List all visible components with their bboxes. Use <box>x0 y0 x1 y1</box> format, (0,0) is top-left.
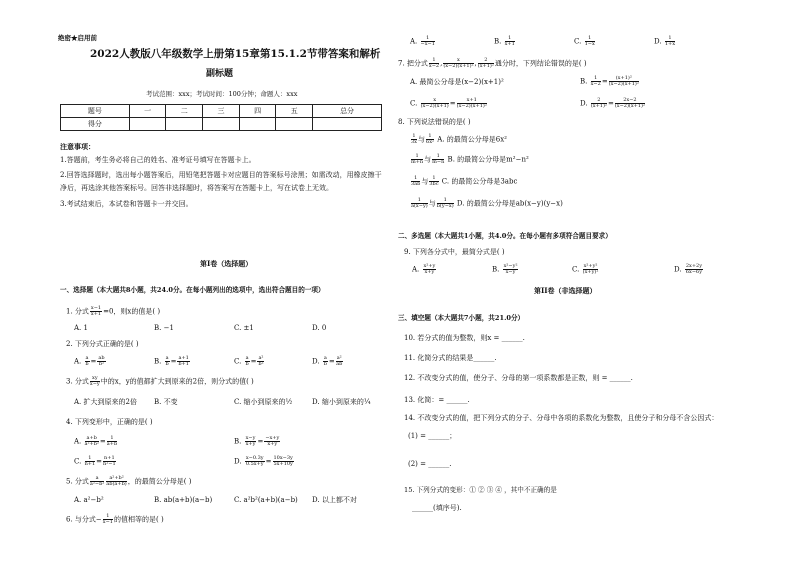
option[interactable]: A. a²−b² <box>74 496 104 504</box>
option[interactable]: C. ±1 <box>234 324 254 332</box>
fraction: $\frac{1}{\text{6x²}}$ <box>426 133 435 145</box>
fraction: $\frac{x+1}{\text{(x−2)(x+1)²}}$ <box>456 97 487 109</box>
question-3 <box>66 376 254 387</box>
fraction: $\frac{1}{1+x}$ <box>664 35 676 47</box>
option-letter: D. <box>312 357 320 366</box>
option-letter: D. <box>234 457 242 466</box>
fraction: $\frac{\text{x²+y}}{x+y}$ <box>423 263 436 275</box>
option[interactable]: $\frac{1}{a(x-y)}$ 与 $\frac{1}{b(y-x)}$ D. 的最简公分母是ab(x−y)(y−x) <box>411 197 563 209</box>
fraction: $\frac{1}{3ab}$ <box>411 175 421 187</box>
option[interactable]: A. 1 <box>74 324 88 332</box>
option[interactable]: D. $\frac{a}{b}$ = $\frac{\text{a²}}{ab}$ <box>312 355 343 367</box>
question-14-part-1 <box>408 432 456 441</box>
fraction: $\frac{1}{3bc}$ <box>429 175 439 187</box>
score-cell: 三 <box>203 105 240 118</box>
question-text: (1) = ______； <box>408 432 457 440</box>
fraction: $\frac{\text{a²}}{ab}$ <box>336 355 343 367</box>
score-input-cell[interactable] <box>129 118 166 131</box>
question-14-part-2 <box>408 460 451 469</box>
fraction: $\frac{1}{b(y-x)}$ <box>436 197 454 209</box>
score-input-cell[interactable] <box>239 118 276 131</box>
section-one-heading: 一、选择题（本大题共8小题，共24.0分。在每小题列出的选项中，选出符合题目的一项） <box>60 286 325 294</box>
fraction: $\frac{\text{x²+y²}}{\text{(x+y)²}}$ <box>582 263 599 275</box>
question-text: 11. 化简分式的结果是______. <box>404 354 497 362</box>
question-5 <box>66 476 191 487</box>
fraction: $\frac{2x-2}{\text{(x−2)(x+1)²}}$ <box>614 97 646 109</box>
option-letter: C. <box>74 457 82 466</box>
question-tail: ，的最简公分母是( ) <box>127 477 192 486</box>
option-text: B. 的最简公分母是m²−n² <box>447 155 529 164</box>
fraction: $\frac{\text{a²+b²}}{ab(a+b)}$ <box>106 475 127 487</box>
fraction: $\frac{1}{n+1}$ <box>84 455 96 467</box>
score-cell: 得分 <box>61 118 130 131</box>
option[interactable]: $\frac{1}{3ab}$ 与 $\frac{1}{3bc}$ C. 的最简公分母是3abc <box>411 175 518 187</box>
question-text: (2) = ______. <box>408 460 452 468</box>
fraction: $\frac{x-y}{x+y}$ <box>245 435 256 447</box>
question-text: 10. 若分式的值为整数，则x = ______. <box>404 334 525 342</box>
question-6 <box>66 514 164 525</box>
option[interactable]: D. $\frac{x-0.3y}{0.5x+y}$ = $\frac{10x-3y}{5x+10y}$ <box>234 455 293 467</box>
section-two-heading: 二、多选题（本大题共1小题，共4.0分。在每小题有多项符合题目要求） <box>398 232 612 240</box>
denominator: x−y <box>89 381 100 387</box>
option[interactable] <box>410 36 436 47</box>
score-row-values <box>61 118 382 131</box>
fraction: $\frac{\text{(x+1)²}}{\text{(x−2)(x+1)²}}$ <box>608 75 639 87</box>
option-letter: B. <box>234 437 242 446</box>
fraction: $\frac{1}{x-2}$ <box>590 75 601 87</box>
fraction: $\frac{10x-3y}{5x+10y}$ <box>273 455 293 467</box>
fraction: $\frac{-x+y}{x+y}$ <box>265 435 280 447</box>
fraction: $\frac{a}{b}$ <box>323 355 327 367</box>
fraction: $\frac{1}{3x}$ <box>411 133 418 145</box>
option[interactable]: $\frac{1}{m+n}$ 与 $\frac{1}{m-n}$ B. 的最简公分母是m²−n² <box>411 153 529 165</box>
score-input-cell[interactable] <box>313 118 382 131</box>
option[interactable]: $\frac{1}{3x}$ 与 $\frac{1}{\text{6x²}}$ A. 的最简公分母是6x² <box>411 133 507 145</box>
note-item: 3.考试结束后，本试卷和答题卡一并交回。 <box>60 200 193 208</box>
question-tail: 中的x，y的值都扩大到原来的2倍，则分式的值( ) <box>100 377 254 386</box>
score-cell: 二 <box>166 105 203 118</box>
denominator: x−1 <box>102 519 113 525</box>
fraction: $\frac{\text{x²−y²}}{x-y}$ <box>503 263 518 275</box>
question-stem: 7. 把分式 <box>398 59 428 68</box>
option-letter: C. <box>410 99 418 108</box>
option[interactable]: B. ab(a+b)(a−b) <box>154 496 213 504</box>
question-11 <box>404 354 497 363</box>
question-9: 9. 下列各分式中，最简分式是( ) <box>404 248 505 256</box>
fraction <box>103 514 113 525</box>
numerator: x−1 <box>90 305 102 311</box>
numerator: a <box>90 476 104 482</box>
score-input-cell[interactable] <box>166 118 203 131</box>
option[interactable]: C. $\frac{x}{(x-2)(x+1)}$ = $\frac{x+1}{\text{(x−2)(x+1)²}}$ <box>410 97 487 109</box>
option[interactable]: B. $\frac{1}{x-2}$ = $\frac{\text{(x+1)²}}{\text{(x−2)(x+1)²}}$ <box>580 75 639 87</box>
fraction: $\frac{2}{\text{(x+1)²}}$ <box>477 57 494 69</box>
option-letter: B. <box>580 77 588 86</box>
numerator: 1 <box>103 514 113 520</box>
option[interactable] <box>494 36 516 47</box>
fraction: $\frac{a+1}{b+1}$ <box>178 355 189 367</box>
option[interactable]: A. 扩大到原来的2倍 <box>74 398 137 406</box>
fraction: $\frac{2x+2y}{6x-6y}$ <box>685 263 703 275</box>
option[interactable]: A. 最简公分母是(x−2)(x+1)² <box>410 78 504 86</box>
question-7: 7. 把分式 $\frac{1}{x-2}$ , $\frac{x}{\text{(x−2)(x+1)²}}$ , $\frac{2}{\text{(x+1)²}}$ 通分时，下列结论错误的是( ) <box>398 57 587 69</box>
question-stem: 1. 分式 <box>66 307 89 316</box>
question-14 <box>404 414 718 423</box>
option-letter: C. <box>572 265 580 274</box>
option-text: A. 的最简公分母是6x² <box>437 135 507 144</box>
fraction: $\frac{1}{x+1}$ <box>504 35 515 47</box>
question-8: 8. 下列说法错误的是( ) <box>398 118 471 126</box>
score-cell: 四 <box>239 105 276 118</box>
fraction: $\frac{a}{b}$ <box>245 355 249 367</box>
fraction: $\frac{1}{a(x-y)}$ <box>411 197 428 209</box>
numerator: xy <box>90 376 100 382</box>
question-text: 12. 不改变分式的值，使分子、分母的第一项系数都是正数，则 = ______. <box>404 374 633 382</box>
secret-label: 绝密★启用前 <box>58 34 97 42</box>
option[interactable]: D. $\frac{2}{\text{(x+1)²}}$ = $\frac{2x-2}{\text{(x−2)(x+1)²}}$ <box>580 97 646 109</box>
option-letter: D. <box>654 37 662 46</box>
fraction: $\frac{x}{(x-2)(x+1)}$ <box>420 97 449 109</box>
score-cell: 一 <box>129 105 166 118</box>
note-item: 2.回答选择题时，选出每小题答案后，用铅笔把答题卡对应题目的答案标号涂黑；如需改动，用橡皮擦干 <box>60 171 382 179</box>
question-10 <box>404 334 525 343</box>
option-letter: A. <box>412 265 420 274</box>
left-column <box>60 0 382 562</box>
option[interactable]: B. −1 <box>154 324 174 332</box>
score-table <box>60 104 382 131</box>
option[interactable]: D. 缩小到原来的¼ <box>312 398 371 406</box>
question-tail: 的值相等的是( ) <box>113 515 164 524</box>
fraction: $\frac{1}{-x-1}$ <box>420 35 435 47</box>
option[interactable] <box>492 264 519 275</box>
fraction: $\frac{ab}{\text{b²}}$ <box>98 355 105 367</box>
exam-subtitle: 副标题 <box>206 69 234 79</box>
option[interactable] <box>574 36 596 47</box>
option[interactable]: A. $\frac{a}{b}$ = $\frac{ab}{\text{b²}}$ <box>74 355 105 367</box>
option-letter: C. <box>234 357 242 366</box>
option[interactable] <box>412 264 437 275</box>
option-letter: A. <box>74 437 82 446</box>
score-cell: 题号 <box>61 105 130 118</box>
option[interactable]: B. $\frac{a}{b}$ = $\frac{a+1}{b+1}$ <box>154 355 189 367</box>
option[interactable] <box>674 264 704 275</box>
option[interactable]: B. $\frac{x-y}{x+y}$ = $\frac{-x+y}{x+y}$ <box>234 435 280 447</box>
option[interactable]: C. a²b²(a+b)(a−b) <box>234 496 298 504</box>
fraction: $\frac{1}{1-x}$ <box>584 35 595 47</box>
note-item: 1.答题前，考生务必将自己的姓名、准考证号填写在答题卡上。 <box>60 156 256 164</box>
question-text: 14. 不改变分式的值，把下列分式的分子、分母中各项的系数化为整数，且使分子和分母不含公因式： <box>404 414 719 422</box>
option[interactable]: A. $\frac{a+b}{\text{a²+b²}}$ = $\frac{1}{a+b}$ <box>74 435 118 447</box>
exam-info: 考试范围：xxx；考试时间：100分钟；命题人：xxx <box>146 90 298 98</box>
option[interactable]: C. $\frac{a}{b}$ = $\frac{\text{a²}}{\text{b²}}$ <box>234 355 264 367</box>
volume-one-heading: 第I卷（选择题） <box>200 259 253 268</box>
exam-title: 2022人教版八年级数学上册第15章第15.1.2节带答案和解析 <box>90 48 381 60</box>
score-cell: 五 <box>276 105 313 118</box>
question-text: 15. 下列分式的变形：① ② ③ ④ ，其中不正确的是 <box>404 486 557 494</box>
right-column <box>398 0 738 562</box>
note-item: 净后，再选涂其他答案标号。回答非选择题时，将答案写在答题卡上，写在试卷上无效。 <box>60 184 333 192</box>
option-letter: A. <box>410 37 418 46</box>
denominator: x+1 <box>90 311 102 317</box>
question-tail: =0，则x的值是( ) <box>103 307 161 316</box>
option[interactable]: D. 以上都不对 <box>312 496 357 504</box>
question-text: ______(填序号). <box>412 504 462 512</box>
option[interactable] <box>654 36 676 47</box>
fraction <box>90 376 100 387</box>
section-three-heading: 三、填空题（本大题共7小题，共21.0分） <box>398 314 525 322</box>
question-tail: 通分时，下列结论错误的是( ) <box>494 59 587 68</box>
option[interactable]: D. 0 <box>312 324 327 332</box>
question-stem: 5. 分式 <box>66 477 89 486</box>
question-stem: 3. 分式 <box>66 377 89 386</box>
option[interactable]: C. 缩小到原来的½ <box>234 398 293 406</box>
fraction: $\frac{2}{\text{(x+1)²}}$ <box>590 97 607 109</box>
option-text: C. 的最简公分母是3abc <box>441 177 518 186</box>
score-cell: 总分 <box>313 105 382 118</box>
score-row-header <box>61 105 382 118</box>
fraction: $\frac{\text{a²}}{\text{b²}}$ <box>258 355 264 367</box>
option[interactable]: C. $\frac{1}{n+1}$ = $\frac{n+1}{\text{n²−1}}$ <box>74 455 116 467</box>
option[interactable]: B. 不变 <box>154 398 178 406</box>
fraction: $\frac{1}{x-2}$ <box>428 57 440 69</box>
option-letter: C. <box>574 37 582 46</box>
option-letter: D. <box>580 99 588 108</box>
question-1 <box>66 306 160 317</box>
question-text: 13. 化简：= ______. <box>404 396 470 404</box>
fraction: $\frac{1}{m-n}$ <box>432 153 445 165</box>
fraction: $\frac{a+b}{\text{a²+b²}}$ <box>84 435 99 447</box>
fraction <box>90 306 102 317</box>
question-15-answer <box>412 504 462 513</box>
option-letter: D. <box>674 265 682 274</box>
question-12 <box>404 374 633 383</box>
question-4: 4. 下列变形中，正确的是( ) <box>66 418 153 426</box>
option-letter: B. <box>154 357 162 366</box>
fraction: $\frac{1}{m+n}$ <box>411 153 424 165</box>
fraction: $\frac{a}{b}$ <box>85 355 89 367</box>
fraction: $\frac{x-0.3y}{0.5x+y}$ <box>245 455 264 467</box>
score-input-cell[interactable] <box>203 118 240 131</box>
option-letter: A. <box>74 357 82 366</box>
question-2: 2. 下列分式正确的是( ) <box>66 340 139 348</box>
fraction: $\frac{x}{\text{(x−2)(x+1)²}}$ <box>443 57 474 69</box>
question-13 <box>404 396 470 405</box>
fraction: $\frac{n+1}{\text{n²−1}}$ <box>103 455 116 467</box>
volume-two-heading: 第II卷（非选择题） <box>534 286 597 295</box>
option-letter: B. <box>494 37 502 46</box>
fraction: $\frac{1}{a+b}$ <box>106 435 118 447</box>
option-text: D. 的最简公分母是ab(x−y)(y−x) <box>456 199 563 208</box>
question-stem: 6. 与分式− <box>66 515 102 524</box>
fraction <box>90 476 104 487</box>
fraction: $\frac{a}{b}$ <box>165 355 169 367</box>
score-input-cell[interactable] <box>276 118 313 131</box>
notes-title: 注意事项： <box>60 142 95 151</box>
option[interactable] <box>572 264 599 275</box>
question-15 <box>404 486 557 495</box>
denominator: a²−b² <box>89 481 105 487</box>
option-letter: B. <box>492 265 500 274</box>
